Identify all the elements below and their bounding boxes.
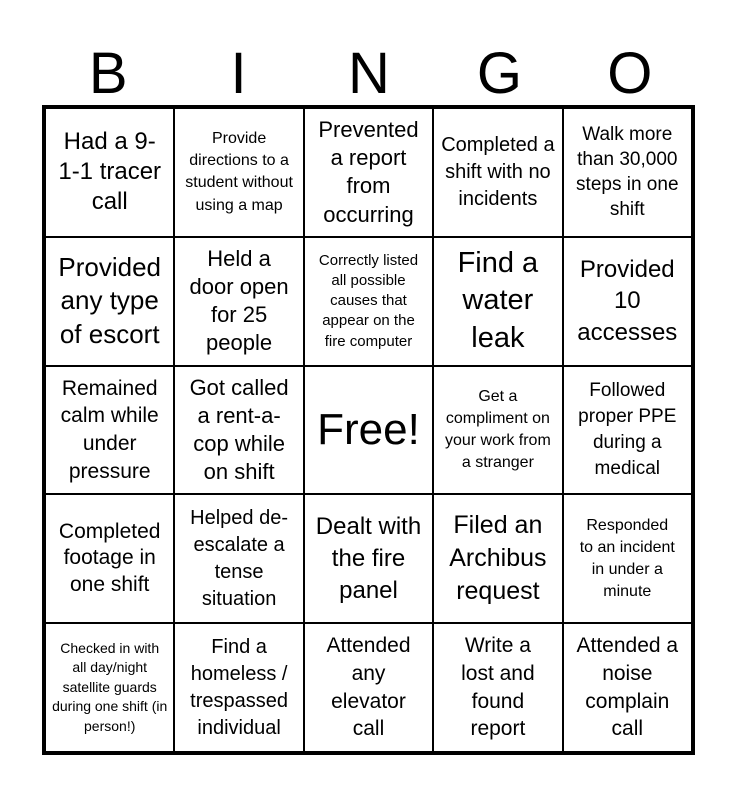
bingo-cell-2-4[interactable]: [433, 237, 562, 366]
cell-text: Correctly listed all possible causes that appear on the fire computer: [318, 251, 419, 350]
cell-text: Responded to an incident in under a minute: [579, 516, 675, 600]
bingo-cell-5-2[interactable]: [174, 623, 303, 752]
cell-text: Write a lost and found report: [461, 634, 535, 741]
header-letter-n: N: [348, 41, 390, 106]
bingo-cell-2-3[interactable]: [304, 237, 433, 366]
free-space-label: Free!: [317, 404, 420, 454]
bingo-cell-3-5[interactable]: [563, 366, 692, 495]
bingo-board: [42, 105, 695, 755]
bingo-cell-1-4[interactable]: [433, 108, 562, 237]
cell-text: Find a homeless / trespassed individual: [190, 635, 289, 739]
bingo-cell-3-3-free[interactable]: [304, 366, 433, 495]
cell-text: Walk more than 30,000 steps in one shift: [576, 124, 679, 221]
cell-text: Provided any type of escort: [58, 251, 161, 350]
bingo-cell-1-1[interactable]: [45, 108, 174, 237]
cell-text: Completed a shift with no incidents: [441, 133, 555, 210]
header-letter-o: O: [607, 41, 653, 106]
cell-text: Attended any elevator call: [326, 634, 411, 741]
cell-text: Helped de-escalate a tense situation: [190, 506, 289, 610]
bingo-cell-1-3[interactable]: [304, 108, 433, 237]
bingo-cell-1-2[interactable]: [174, 108, 303, 237]
bingo-cell-2-1[interactable]: [45, 237, 174, 366]
cell-text: Got called a rent-a-cop while on shift: [189, 375, 289, 484]
bingo-cell-5-4[interactable]: [433, 623, 562, 752]
cell-text: Followed proper PPE during a medical: [578, 379, 677, 480]
cell-text: Held a door open for 25 people: [189, 246, 289, 356]
bingo-cell-2-2[interactable]: [174, 237, 303, 366]
bingo-cell-5-1[interactable]: [45, 623, 174, 752]
cell-text: Completed footage in one shift: [58, 519, 161, 597]
cell-text: Remained calm while under pressure: [60, 376, 159, 483]
bingo-cell-3-1[interactable]: [45, 366, 174, 495]
cell-text: Had a 9-1-1 tracer call: [58, 128, 162, 216]
bingo-cell-5-5[interactable]: [563, 623, 692, 752]
header-letter-i: I: [230, 41, 247, 106]
cell-text: Find a water leak: [457, 246, 539, 355]
bingo-cell-2-5[interactable]: [563, 237, 692, 366]
cell-text: Dealt with the fire panel: [315, 513, 422, 604]
cell-text: Attended a noise complain call: [576, 634, 679, 741]
bingo-cell-4-5[interactable]: [563, 494, 692, 623]
bingo-header: [43, 42, 695, 106]
cell-text: Provided 10 accesses: [577, 255, 678, 347]
bingo-cell-4-3[interactable]: [304, 494, 433, 623]
header-letter-b: B: [88, 41, 128, 106]
cell-text: Filed an Archibus request: [449, 511, 547, 606]
header-letter-g: G: [476, 41, 522, 106]
bingo-cell-3-2[interactable]: [174, 366, 303, 495]
bingo-cell-3-4[interactable]: [433, 366, 562, 495]
bingo-cell-4-1[interactable]: [45, 494, 174, 623]
cell-text: Get a compliment on your work from a stranger: [444, 387, 551, 472]
cell-text: Checked in with all day/night satellite guards during one shift (in person!): [52, 639, 168, 734]
bingo-cell-4-4[interactable]: [433, 494, 562, 623]
bingo-cell-4-2[interactable]: [174, 494, 303, 623]
bingo-cell-1-5[interactable]: [563, 108, 692, 237]
bingo-cell-5-3[interactable]: [304, 623, 433, 752]
cell-text: Provide directions to a student without using a map: [185, 129, 293, 214]
cell-text: Prevented a report from occurring: [318, 117, 419, 227]
